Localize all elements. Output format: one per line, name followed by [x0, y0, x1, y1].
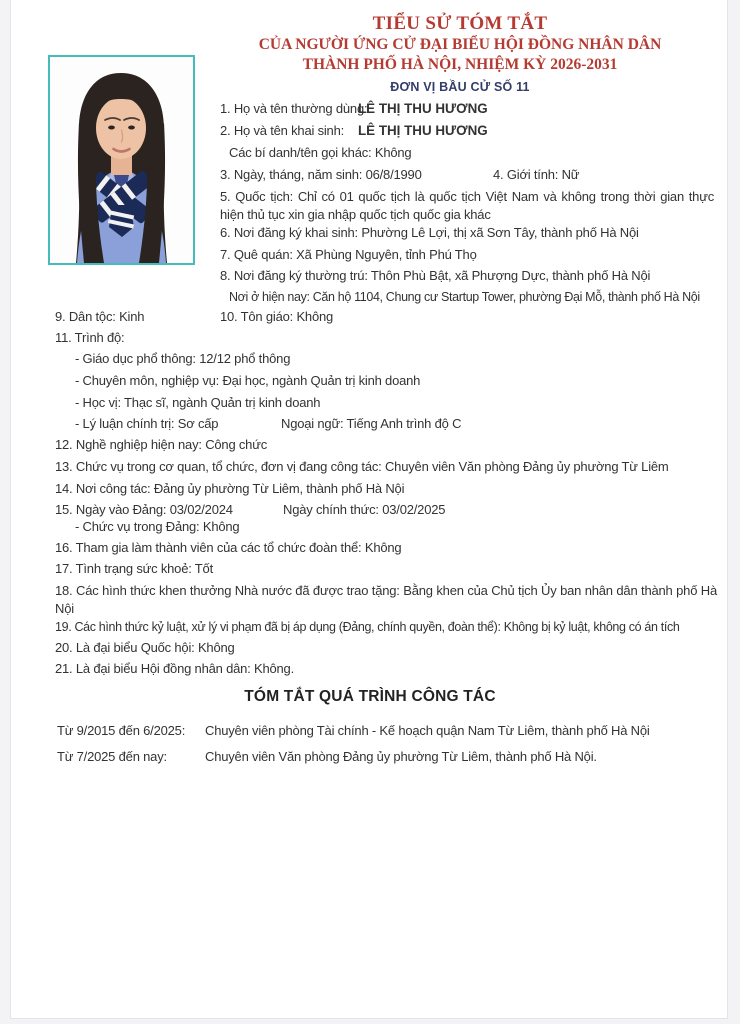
document-title-line3: THÀNH PHỐ HÀ NỘI, NHIỆM KỲ 2026-2031 — [302, 56, 618, 73]
field-current-position: 13. Chức vụ trong cơ quan, tổ chức, đơn vị đang công tác: Chuyên viên Văn phòng Đảng ủy phường Từ Liêm — [55, 459, 669, 474]
field-permanent-residence: 8. Nơi đăng ký thường trú: Thôn Phù Bật, xã Phượng Dực, thành phố Hà Nội — [220, 268, 651, 283]
field-health-status: 17. Tình trạng sức khoẻ: Tốt — [55, 561, 213, 576]
field-birth-registration-place: 6. Nơi đăng ký khai sinh: Phường Lê Lợi, thị xã Sơn Tây, thành phố Hà Nội — [220, 225, 639, 240]
field-nationality: 5. Quốc tịch: Chỉ có 01 quốc tịch là quốc tịch Việt Nam và không trong thời gian thực hiện thủ tục xin gia nhập quốc tịch quốc gia khác — [220, 189, 714, 222]
career-row-period: Từ 9/2015 đến 6/2025: — [57, 723, 186, 738]
field-political-theory: - Lý luận chính trị: Sơ cấp — [75, 416, 219, 431]
field-hometown: 7. Quê quán: Xã Phùng Nguyên, tỉnh Phú Thọ — [220, 247, 477, 262]
field-party-official-date: Ngày chính thức: 03/02/2025 — [283, 502, 446, 517]
field-birth-name — [220, 123, 488, 139]
field-state-awards: 18. Các hình thức khen thưởng Nhà nước đã được trao tặng: Bằng khen của Chủ tịch Ủy ban nhân dân thành phố Hà Nội — [55, 583, 717, 616]
field-organization-memberships: 16. Tham gia làm thành viên của các tổ chức đoàn thể: Không — [55, 540, 402, 555]
field-party-join-date: 15. Ngày vào Đảng: 03/02/2024 — [55, 502, 233, 517]
field-national-assembly-deputy: 20. Là đại biểu Quốc hội: Không — [55, 640, 235, 655]
career-row-description: Chuyên viên phòng Tài chính - Kế hoạch quận Nam Từ Liêm, thành phố Hà Nội — [205, 723, 650, 738]
document-header — [200, 13, 720, 96]
field-ethnicity: 9. Dân tộc: Kinh — [55, 309, 145, 324]
field-general-education: - Giáo dục phổ thông: 12/12 phổ thông — [75, 351, 291, 366]
field-date-of-birth: 3. Ngày, tháng, năm sinh: 06/8/1990 — [220, 167, 422, 182]
career-row-description: Chuyên viên Văn phòng Đảng ủy phường Từ Liêm, thành phố Hà Nội. — [205, 749, 597, 764]
candidate-photo — [48, 55, 195, 265]
field-workplace: 14. Nơi công tác: Đảng ủy phường Từ Liêm, thành phố Hà Nội — [55, 481, 405, 496]
field-professional-qualification: - Chuyên môn, nghiệp vụ: Đại học, ngành Quản trị kinh doanh — [75, 373, 421, 388]
election-unit-line: ĐƠN VỊ BẦU CỬ SỐ 11 — [390, 80, 530, 94]
field-party-position: - Chức vụ trong Đảng: Không — [75, 519, 240, 534]
field-current-occupation: 12. Nghề nghiệp hiện nay: Công chức — [55, 437, 268, 452]
field-education-header: 11. Trình độ: — [55, 330, 125, 345]
document-title-line1: TIỂU SỬ TÓM TẮT — [372, 13, 548, 34]
field-aliases: Các bí danh/tên gọi khác: Không — [229, 145, 412, 160]
career-section-title: TÓM TẮT QUÁ TRÌNH CÔNG TÁC — [244, 688, 496, 705]
field-academic-degree: - Học vị: Thạc sĩ, ngành Quản trị kinh doanh — [75, 395, 321, 410]
field-full-name-used — [220, 101, 488, 117]
field-foreign-language: Ngoại ngữ: Tiếng Anh trình độ C — [281, 416, 462, 431]
field-full-name-used-value: LÊ THỊ THU HƯƠNG — [358, 101, 488, 116]
field-full-name-used-label: 1. Họ và tên thường dùng: — [220, 101, 368, 116]
field-peoples-council-deputy: 21. Là đại biểu Hội đồng nhân dân: Không. — [55, 661, 295, 676]
field-birth-name-value: LÊ THỊ THU HƯƠNG — [358, 123, 488, 138]
field-religion: 10. Tôn giáo: Không — [220, 309, 334, 324]
portrait-illustration-icon — [50, 57, 193, 263]
document-title-line2: CỦA NGƯỜI ỨNG CỬ ĐẠI BIỂU HỘI ĐỒNG NHÂN DÂN — [258, 36, 662, 53]
career-row-period: Từ 7/2025 đến nay: — [57, 749, 167, 764]
field-disciplinary-record: 19. Các hình thức kỷ luật, xử lý vi phạm đã bị áp dụng (Đảng, chính quyền, đoàn thể): Không bị kỷ luật, không có án tích — [55, 620, 680, 634]
field-birth-name-label: 2. Họ và tên khai sinh: — [220, 123, 345, 138]
field-current-residence: Nơi ở hiện nay: Căn hộ 1104, Chung cư Startup Tower, phường Đại Mỗ, thành phố Hà Nội — [229, 290, 700, 304]
field-gender: 4. Giới tính: Nữ — [493, 167, 580, 182]
